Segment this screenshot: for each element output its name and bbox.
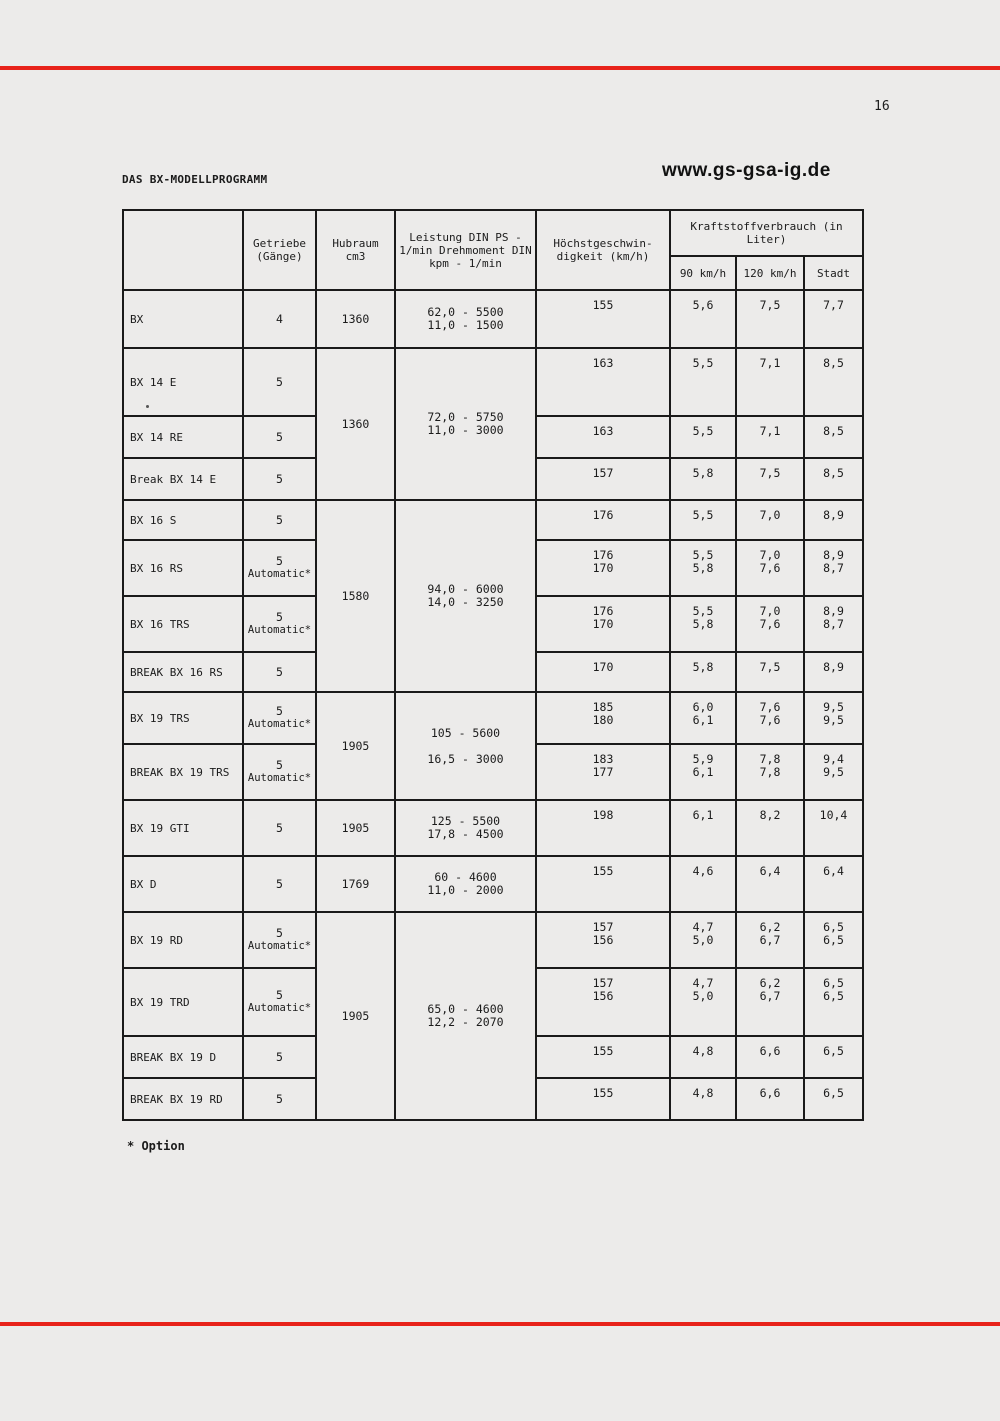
displacement-cell: 1905 bbox=[316, 912, 395, 1120]
fuel-120-cell: 7,1 bbox=[736, 348, 804, 416]
bottom-red-rule bbox=[0, 1322, 1000, 1326]
fuel-90-cell: 4,7 5,0 bbox=[670, 912, 736, 968]
top-speed-cell: 155 bbox=[536, 1036, 670, 1078]
gears-count: 5 bbox=[276, 758, 283, 772]
model-name-cell: BX 19 TRD bbox=[123, 968, 243, 1036]
top-speed-cell: 155 bbox=[536, 290, 670, 348]
speck-mark bbox=[146, 405, 149, 408]
gears-count: 5 bbox=[276, 1049, 283, 1064]
gears-count: 5 bbox=[276, 610, 283, 624]
displacement-cell: 1905 bbox=[316, 692, 395, 800]
header-displacement: Hubraum cm3 bbox=[316, 210, 395, 290]
fuel-120-cell: 6,2 6,7 bbox=[736, 968, 804, 1036]
top-speed-cell: 170 bbox=[536, 652, 670, 692]
gears-automatic-option: Automatic* bbox=[247, 1002, 312, 1014]
model-name-cell: BX 16 RS bbox=[123, 540, 243, 596]
gears-count: 4 bbox=[276, 311, 283, 326]
header-power: Leistung DIN PS - 1/min Drehmoment DIN kpm - 1/min bbox=[395, 210, 536, 290]
model-name-cell: BREAK BX 16 RS bbox=[123, 652, 243, 692]
top-speed-cell: 163 bbox=[536, 348, 670, 416]
gears-automatic-option: Automatic* bbox=[247, 624, 312, 636]
fuel-90-cell: 4,8 bbox=[670, 1078, 736, 1120]
gears-automatic-option: Automatic* bbox=[247, 940, 312, 952]
gears-cell bbox=[243, 348, 316, 416]
table-row bbox=[123, 800, 863, 856]
top-speed-cell: 155 bbox=[536, 856, 670, 912]
gears-count: 5 bbox=[276, 512, 283, 527]
top-speed-cell: 157 bbox=[536, 458, 670, 500]
fuel-90-cell: 4,6 bbox=[670, 856, 736, 912]
model-name-cell: BX 14 RE bbox=[123, 416, 243, 458]
power-cell: 125 - 5500 17,8 - 4500 bbox=[395, 800, 536, 856]
fuel-city-cell: 6,4 bbox=[804, 856, 863, 912]
top-speed-cell: 157 156 bbox=[536, 912, 670, 968]
header-gears: Getriebe (Gänge) bbox=[243, 210, 316, 290]
fuel-120-cell: 7,1 bbox=[736, 416, 804, 458]
gears-count: 5 bbox=[276, 876, 283, 891]
fuel-city-cell: 8,5 bbox=[804, 348, 863, 416]
table-row bbox=[123, 348, 863, 416]
model-name-cell: BX 14 E bbox=[123, 348, 243, 416]
power-cell: 62,0 - 5500 11,0 - 1500 bbox=[395, 290, 536, 348]
page-title: DAS BX-MODELLPROGRAMM bbox=[122, 173, 268, 186]
fuel-120-cell: 6,6 bbox=[736, 1036, 804, 1078]
gears-cell bbox=[243, 1078, 316, 1120]
gears-count: 5 bbox=[276, 554, 283, 568]
power-cell: 60 - 4600 11,0 - 2000 bbox=[395, 856, 536, 912]
model-name-cell: BX bbox=[123, 290, 243, 348]
displacement-cell: 1580 bbox=[316, 500, 395, 692]
model-program-table bbox=[122, 209, 864, 1121]
fuel-city-cell: 8,9 bbox=[804, 500, 863, 540]
fuel-90-cell: 5,5 5,8 bbox=[670, 540, 736, 596]
table-row bbox=[123, 912, 863, 968]
top-speed-cell: 176 170 bbox=[536, 596, 670, 652]
fuel-90-cell: 6,1 bbox=[670, 800, 736, 856]
fuel-120-cell: 7,0 7,6 bbox=[736, 540, 804, 596]
fuel-90-cell: 5,5 bbox=[670, 416, 736, 458]
model-name-cell: BX D bbox=[123, 856, 243, 912]
fuel-city-cell: 8,9 bbox=[804, 652, 863, 692]
fuel-90-cell: 4,7 5,0 bbox=[670, 968, 736, 1036]
gears-cell bbox=[243, 856, 316, 912]
gears-count: 5 bbox=[276, 429, 283, 444]
header-fuel-90: 90 km/h bbox=[670, 256, 736, 290]
gears-cell bbox=[243, 458, 316, 500]
fuel-city-cell: 9,4 9,5 bbox=[804, 744, 863, 800]
gears-count: 5 bbox=[276, 988, 283, 1002]
fuel-90-cell: 5,6 bbox=[670, 290, 736, 348]
table-row bbox=[123, 290, 863, 348]
top-speed-cell: 163 bbox=[536, 416, 670, 458]
gears-automatic-option: Automatic* bbox=[247, 568, 312, 580]
displacement-cell: 1360 bbox=[316, 290, 395, 348]
header-fuel-120: 120 km/h bbox=[736, 256, 804, 290]
fuel-city-cell: 10,4 bbox=[804, 800, 863, 856]
displacement-cell: 1360 bbox=[316, 348, 395, 500]
gears-count: 5 bbox=[276, 704, 283, 718]
gears-count: 5 bbox=[276, 374, 283, 389]
gears-count: 5 bbox=[276, 926, 283, 940]
gears-count: 5 bbox=[276, 820, 283, 835]
fuel-120-cell: 7,0 7,6 bbox=[736, 596, 804, 652]
model-name-cell: BREAK BX 19 TRS bbox=[123, 744, 243, 800]
fuel-city-cell: 6,5 bbox=[804, 1078, 863, 1120]
table-row bbox=[123, 692, 863, 744]
model-name-cell: BX 16 S bbox=[123, 500, 243, 540]
table-body bbox=[123, 290, 863, 1120]
gears-cell bbox=[243, 744, 316, 800]
top-speed-cell: 185 180 bbox=[536, 692, 670, 744]
gears-cell bbox=[243, 800, 316, 856]
model-name-cell: Break BX 14 E bbox=[123, 458, 243, 500]
fuel-city-cell: 6,5 6,5 bbox=[804, 912, 863, 968]
displacement-cell: 1905 bbox=[316, 800, 395, 856]
model-name-cell: BX 16 TRS bbox=[123, 596, 243, 652]
fuel-city-cell: 6,5 6,5 bbox=[804, 968, 863, 1036]
table-row bbox=[123, 856, 863, 912]
gears-cell bbox=[243, 692, 316, 744]
fuel-120-cell: 6,2 6,7 bbox=[736, 912, 804, 968]
displacement-cell: 1769 bbox=[316, 856, 395, 912]
page-number: 16 bbox=[874, 99, 890, 114]
power-cell: 94,0 - 6000 14,0 - 3250 bbox=[395, 500, 536, 692]
fuel-city-cell: 8,5 bbox=[804, 416, 863, 458]
top-speed-cell: 176 bbox=[536, 500, 670, 540]
gears-cell bbox=[243, 500, 316, 540]
fuel-120-cell: 7,5 bbox=[736, 458, 804, 500]
gears-cell bbox=[243, 416, 316, 458]
fuel-90-cell: 5,5 bbox=[670, 500, 736, 540]
gears-automatic-option: Automatic* bbox=[247, 772, 312, 784]
fuel-90-cell: 5,8 bbox=[670, 652, 736, 692]
gears-cell bbox=[243, 596, 316, 652]
model-name-cell: BREAK BX 19 RD bbox=[123, 1078, 243, 1120]
fuel-90-cell: 5,5 bbox=[670, 348, 736, 416]
fuel-city-cell: 6,5 bbox=[804, 1036, 863, 1078]
header-fuel-city: Stadt bbox=[804, 256, 863, 290]
fuel-90-cell: 5,8 bbox=[670, 458, 736, 500]
fuel-city-cell: 8,9 8,7 bbox=[804, 540, 863, 596]
table-row bbox=[123, 500, 863, 540]
fuel-120-cell: 7,5 bbox=[736, 290, 804, 348]
footnote: * Option bbox=[127, 1139, 185, 1153]
header-top-speed: Höchstgeschwin- digkeit (km/h) bbox=[536, 210, 670, 290]
power-cell: 65,0 - 4600 12,2 - 2070 bbox=[395, 912, 536, 1120]
top-speed-cell: 157 156 bbox=[536, 968, 670, 1036]
power-cell: 105 - 5600 16,5 - 3000 bbox=[395, 692, 536, 800]
fuel-120-cell: 6,4 bbox=[736, 856, 804, 912]
gears-cell bbox=[243, 652, 316, 692]
gears-count: 5 bbox=[276, 1091, 283, 1106]
fuel-city-cell: 9,5 9,5 bbox=[804, 692, 863, 744]
gears-cell bbox=[243, 540, 316, 596]
fuel-city-cell: 8,9 8,7 bbox=[804, 596, 863, 652]
gears-cell bbox=[243, 968, 316, 1036]
fuel-120-cell: 7,6 7,6 bbox=[736, 692, 804, 744]
gears-cell bbox=[243, 912, 316, 968]
gears-count: 5 bbox=[276, 471, 283, 486]
website-watermark: www.gs-gsa-ig.de bbox=[662, 160, 831, 181]
fuel-city-cell: 7,7 bbox=[804, 290, 863, 348]
gears-cell bbox=[243, 1036, 316, 1078]
header-fuel: Kraftstoffverbrauch (in Liter) bbox=[670, 210, 863, 256]
top-speed-cell: 176 170 bbox=[536, 540, 670, 596]
gears-count: 5 bbox=[276, 664, 283, 679]
gears-cell bbox=[243, 290, 316, 348]
top-speed-cell: 183 177 bbox=[536, 744, 670, 800]
gears-automatic-option: Automatic* bbox=[247, 718, 312, 730]
fuel-90-cell: 5,5 5,8 bbox=[670, 596, 736, 652]
model-name-cell: BX 19 GTI bbox=[123, 800, 243, 856]
fuel-120-cell: 7,0 bbox=[736, 500, 804, 540]
power-cell: 72,0 - 5750 11,0 - 3000 bbox=[395, 348, 536, 500]
fuel-90-cell: 4,8 bbox=[670, 1036, 736, 1078]
fuel-90-cell: 6,0 6,1 bbox=[670, 692, 736, 744]
model-name-cell: BX 19 RD bbox=[123, 912, 243, 968]
header-model bbox=[123, 210, 243, 290]
top-speed-cell: 155 bbox=[536, 1078, 670, 1120]
fuel-90-cell: 5,9 6,1 bbox=[670, 744, 736, 800]
top-red-rule bbox=[0, 66, 1000, 70]
top-speed-cell: 198 bbox=[536, 800, 670, 856]
fuel-120-cell: 8,2 bbox=[736, 800, 804, 856]
model-name-cell: BREAK BX 19 D bbox=[123, 1036, 243, 1078]
fuel-120-cell: 7,8 7,8 bbox=[736, 744, 804, 800]
fuel-120-cell: 6,6 bbox=[736, 1078, 804, 1120]
model-name-cell: BX 19 TRS bbox=[123, 692, 243, 744]
fuel-120-cell: 7,5 bbox=[736, 652, 804, 692]
fuel-city-cell: 8,5 bbox=[804, 458, 863, 500]
